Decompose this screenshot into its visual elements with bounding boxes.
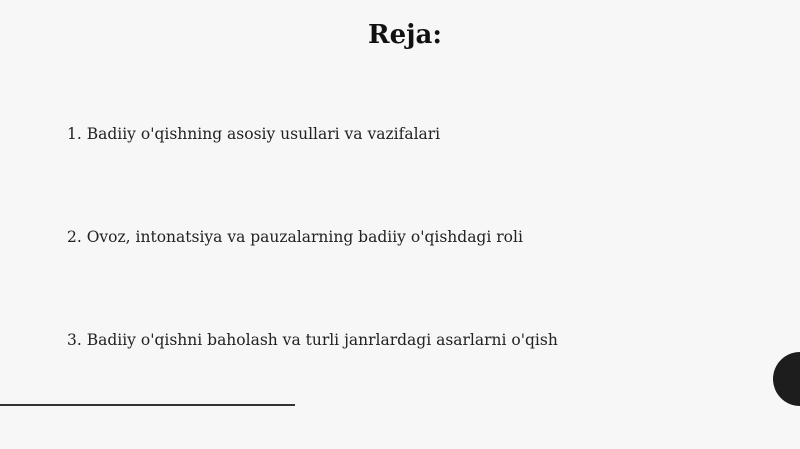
plan-item-2: 2. Ovoz, intonatsiya va pauzalarning badiiy o'qishdagi roli [67, 228, 523, 246]
next-slide-button[interactable] [773, 352, 800, 406]
divider-line [0, 404, 295, 406]
plan-item-3: 3. Badiiy o'qishni baholash va turli janrlardagi asarlarni o'qish [67, 331, 558, 349]
plan-item-1: 1. Badiiy o'qishning asosiy usullari va vazifalari [67, 125, 441, 143]
slide-title: Reja: [367, 20, 442, 50]
